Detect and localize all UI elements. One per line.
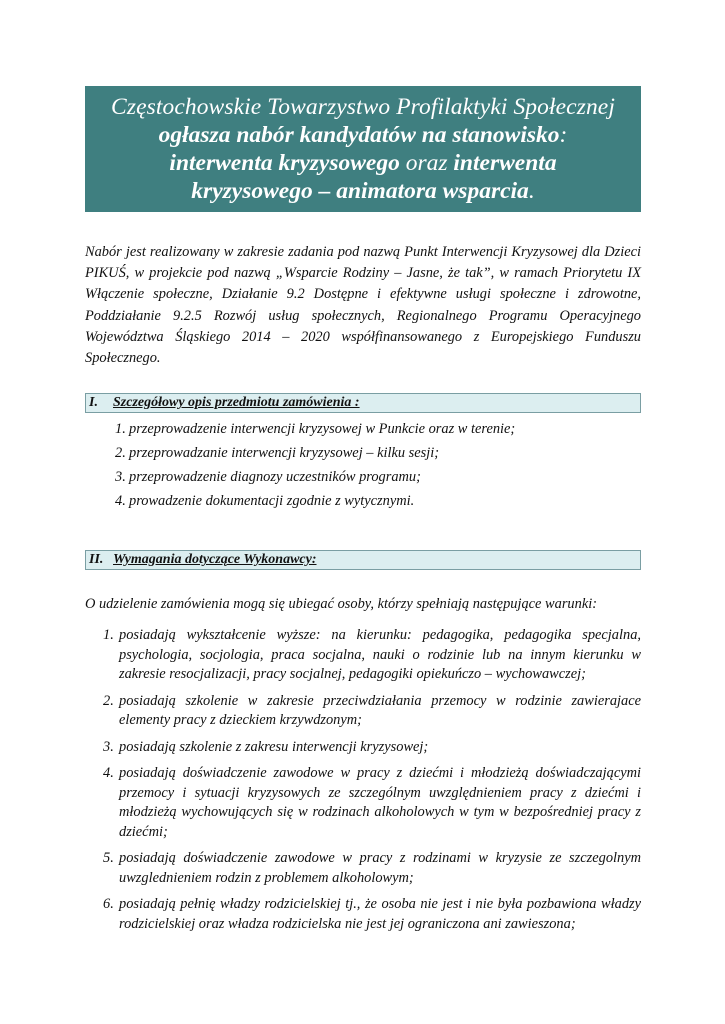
- item-text: posiadają wykształcenie wyższe: na kierunku: pedagogika, pedagogika specjalna, psychologia, socjologia, praca socjalna, nauki o rodzinie lub na innym kierunku w zakresie resocjalizacji, pracy socjalnej, pedagogiki opiekuńczo – wychowawczej;: [119, 627, 641, 682]
- section-2-number: II.: [89, 552, 104, 567]
- intro-paragraph: Nabór jest realizowany w zakresie zadania pod nazwą Punkt Interwencji Kryzysowej dla Dzieci PIKUŚ, w projekcie pod nazwą „Wsparcie Rodziny – Jasne, że tak”, w ramach Priorytetu IX Włączenie społeczne, Działanie 9.2 Dostępne i efektywne usługi społeczne i zdrowotne, Poddziałanie 9.2.5 Rozwój usług społecznych, Regionalnego Programu Operacyjnego Województwa Śląskiego 2014 – 2020 współfinansowanego z Europejskiego Funduszu Społecznego.: [85, 244, 641, 367]
- list-item: [85, 849, 641, 888]
- list-item: [85, 419, 641, 443]
- title-period: .: [528, 178, 535, 204]
- item-text: posiadają szkolenie w zakresie przeciwdziałania przemocy w rodzinie zawierajace elementy pracy z dzieckiem krzywdzonym;: [119, 692, 641, 728]
- list-item: [85, 467, 641, 491]
- section-2-header: [85, 550, 641, 570]
- item-number: 3.: [103, 738, 114, 755]
- section-1-header: [85, 393, 641, 413]
- item-number: 4.: [103, 765, 114, 781]
- item-text: posiadają doświadczenie zawodowe w pracy z dziećmi i młodzieżą doświadczającymi przemocy i sytuacji kryzysowych ze szczególnym uwzględnieniem pracy z dziećmi i młodzieżą wychowujących się w rodzinach alkoholowych w tym w bezpośredniej pracy z dziećmi;: [119, 765, 641, 840]
- item-text: przeprowadzanie interwencji kryzysowej – kilku sesji;: [129, 445, 440, 461]
- title-line-3: [85, 149, 641, 177]
- item-text: posiadają szkolenie z zakresu interwencji kryzysowej;: [119, 738, 429, 755]
- section-1-list: [85, 419, 641, 515]
- item-text: prowadzenie dokumentacji zgodnie z wytycznymi.: [129, 493, 415, 509]
- item-text: przeprowadzenie interwencji kryzysowej w Punkcie oraz w terenie;: [129, 421, 516, 437]
- section-2-title: Wymagania dotyczące Wykonawcy:: [113, 552, 317, 567]
- list-item: [85, 443, 641, 467]
- position-2-part-1: interwenta: [453, 150, 557, 176]
- list-item: [85, 738, 641, 758]
- requirements-lead: O udzielenie zamówienia mogą się ubiegać osoby, którzy spełniają następujące warunki:: [85, 596, 597, 612]
- organization-name: Częstochowskie Towarzystwo Profilaktyki Społecznej: [111, 94, 615, 120]
- list-item: [85, 692, 641, 731]
- item-text: przeprowadzenie diagnozy uczestników programu;: [129, 469, 421, 485]
- item-text: posiadają doświadczenie zawodowe w pracy z rodzinami w kryzysie ze szczegolnym uwzglednieniem rodzin z problemem alkoholowym;: [119, 850, 641, 886]
- list-item: [85, 626, 641, 685]
- title-colon: :: [559, 122, 568, 148]
- list-item: [85, 895, 641, 934]
- item-number: 4.: [115, 493, 126, 509]
- announcement-title-box: [85, 86, 641, 212]
- section-1-title: Szczegółowy opis przedmiotu zamówienia :: [113, 395, 360, 410]
- list-item: [85, 491, 641, 515]
- item-text: posiadają pełnię władzy rodzicielskiej tj., że osoba nie jest i nie była pozbawiona władzy rodzicielskiej oraz władza rodzicielska nie jest jej ograniczona ani zawieszona;: [119, 896, 641, 932]
- title-line-2: [85, 121, 641, 149]
- item-number: 6.: [103, 896, 114, 912]
- position-1: interwenta kryzysowego: [169, 150, 400, 176]
- list-item: [85, 764, 641, 842]
- item-number: 2.: [115, 445, 126, 461]
- item-number: 5.: [103, 850, 114, 866]
- title-conjunction: oraz: [399, 150, 454, 176]
- section-1-number: I.: [89, 395, 98, 410]
- item-number: 2.: [103, 692, 114, 709]
- title-announce: ogłasza nabór kandydatów na stanowisko: [158, 122, 560, 148]
- item-number: 3.: [115, 469, 126, 485]
- item-number: 1.: [103, 627, 114, 643]
- requirements-list: [85, 626, 641, 941]
- title-line-4: [85, 177, 641, 205]
- position-2-part-2: kryzysowego – animatora wsparcia: [191, 178, 529, 204]
- item-number: 1.: [115, 421, 126, 437]
